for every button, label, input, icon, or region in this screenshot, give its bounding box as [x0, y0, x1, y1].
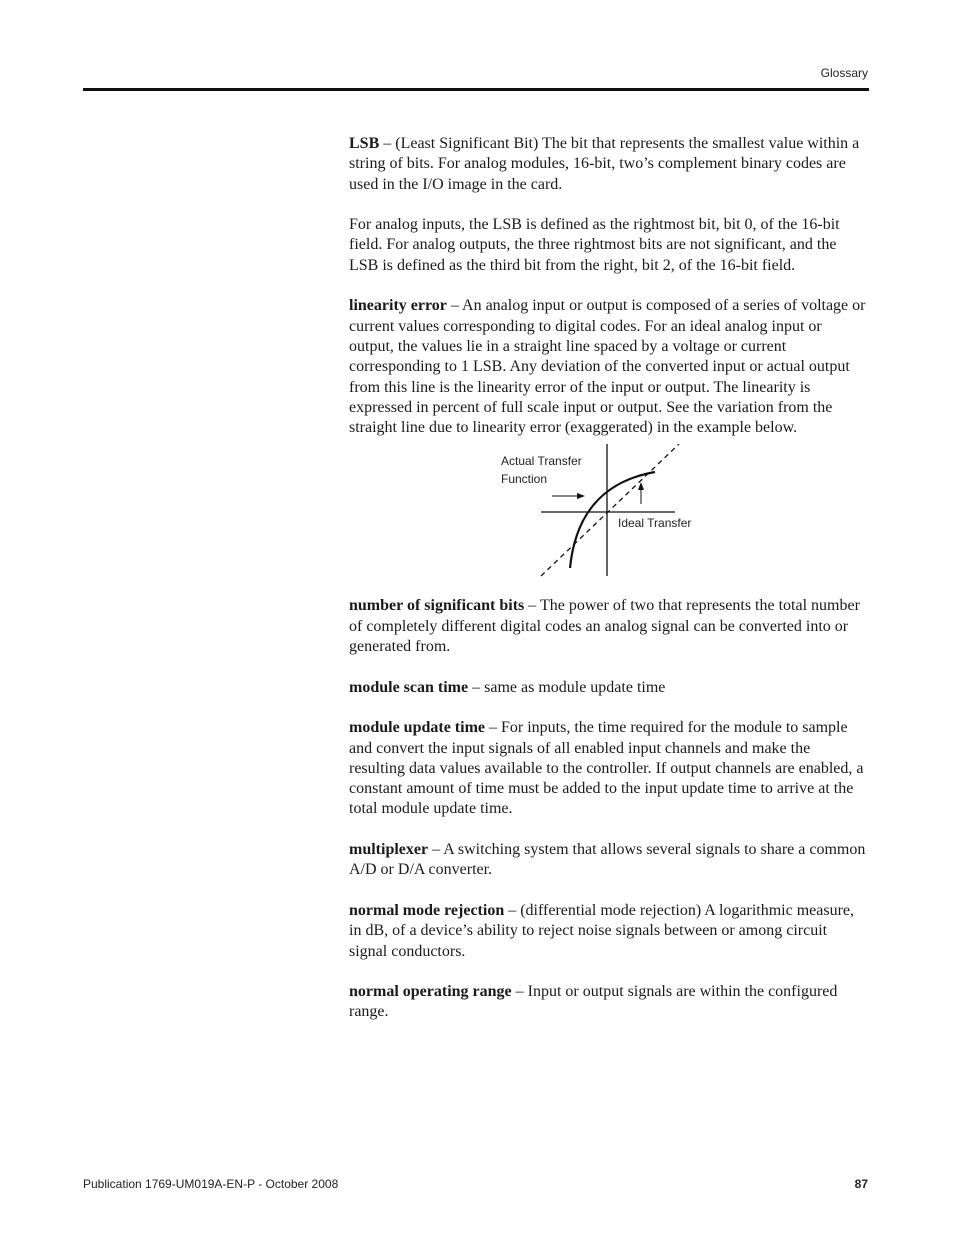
glossary-entry-module-update-time — [349, 718, 869, 819]
entry-term: LSB — [349, 135, 380, 152]
term-separator: – — [485, 719, 501, 737]
header-rule — [83, 88, 869, 91]
entry-definition: same as module update time — [484, 678, 666, 696]
actual-transfer-label: Actual Transfer Function — [501, 454, 582, 487]
glossary-entry-module-scan-time — [349, 678, 869, 698]
deviation-arrowhead — [638, 482, 644, 490]
glossary-entry-normal-operating-range — [349, 982, 869, 1023]
ideal-transfer-label: Ideal Transfer — [618, 516, 692, 531]
entry-definition: The power of two that represents the total number of completely different digital codes an analog signal can be converted into or generated from. — [349, 597, 860, 656]
glossary-entry-multiplexer — [349, 840, 869, 881]
term-separator: – — [524, 597, 540, 615]
glossary-entry-lsb — [349, 134, 869, 195]
term-separator: – — [379, 135, 396, 152]
linearity-error-figure — [349, 444, 869, 584]
term-separator: – — [504, 901, 521, 919]
entry-definition: (differential mode rejection) A logarithmic measure, in dB, of a device’s ability to reject noise signals between or among circuit signal conductors. — [349, 901, 855, 960]
entry-term: number of significant bits — [349, 597, 525, 615]
entry-term: normal operating range — [349, 983, 512, 1001]
publication-footer: Publication 1769-UM019A-EN-P - October 2008 — [83, 1177, 339, 1191]
glossary-entry-number-of-significant-bits — [349, 596, 869, 657]
glossary-content — [349, 134, 869, 1043]
entry-term: normal mode rejection — [349, 901, 505, 919]
entry-definition: For inputs, the time required for the module to sample and convert the input signals of all enabled input channels and make the resulting data values available to the controller. If output channels are enabled, a constant amount of time must be added to the input update time to arrive at the total module update time. — [349, 719, 864, 818]
term-separator: – — [446, 297, 463, 315]
glossary-paragraph-lsb-continued: For analog inputs, the LSB is defined as the rightmost bit, bit 0, of the 16-bit field. For analog outputs, the three rightmost bits are not significant, and the LSB is defined as the third bit from the right, bit 2, of the 16-bit field. — [349, 216, 840, 274]
entry-definition: An analog input or output is composed of a series of voltage or current values corresponding to digital codes. For an ideal analog input or output, the values lie in a straight line spaced by a voltage or current corresponding to 1 LSB. Any deviation of the converted input or actual output from this line is the linearity error of the input or output. The linearity is expressed in percent of full scale input or output. See the variation from the straight line due to linearity error (exaggerated) in the example below. — [349, 297, 866, 437]
entry-definition: Input or output signals are within the configured range. — [349, 983, 838, 1021]
entry-definition: A switching system that allows several signals to share a common A/D or D/A converter. — [349, 841, 866, 879]
running-header: Glossary — [820, 66, 868, 80]
term-separator: – — [428, 841, 444, 859]
term-separator: – — [468, 678, 485, 696]
entry-term: module update time — [349, 719, 485, 737]
entry-term: linearity error — [349, 297, 447, 315]
glossary-entry-linearity-error — [349, 296, 869, 438]
page-number: 87 — [854, 1177, 868, 1191]
actual-label-arrowhead — [577, 493, 585, 499]
entry-term: multiplexer — [349, 841, 429, 859]
term-separator: – — [511, 983, 528, 1001]
entry-term: module scan time — [349, 678, 469, 696]
transfer-function-diagram — [349, 444, 869, 584]
glossary-entry-normal-mode-rejection — [349, 901, 869, 962]
entry-definition: (Least Significant Bit) The bit that represents the smallest value within a string of bits. For analog modules, 16-bit, two’s complement binary codes are used in the I/O image in the card. — [349, 135, 860, 193]
